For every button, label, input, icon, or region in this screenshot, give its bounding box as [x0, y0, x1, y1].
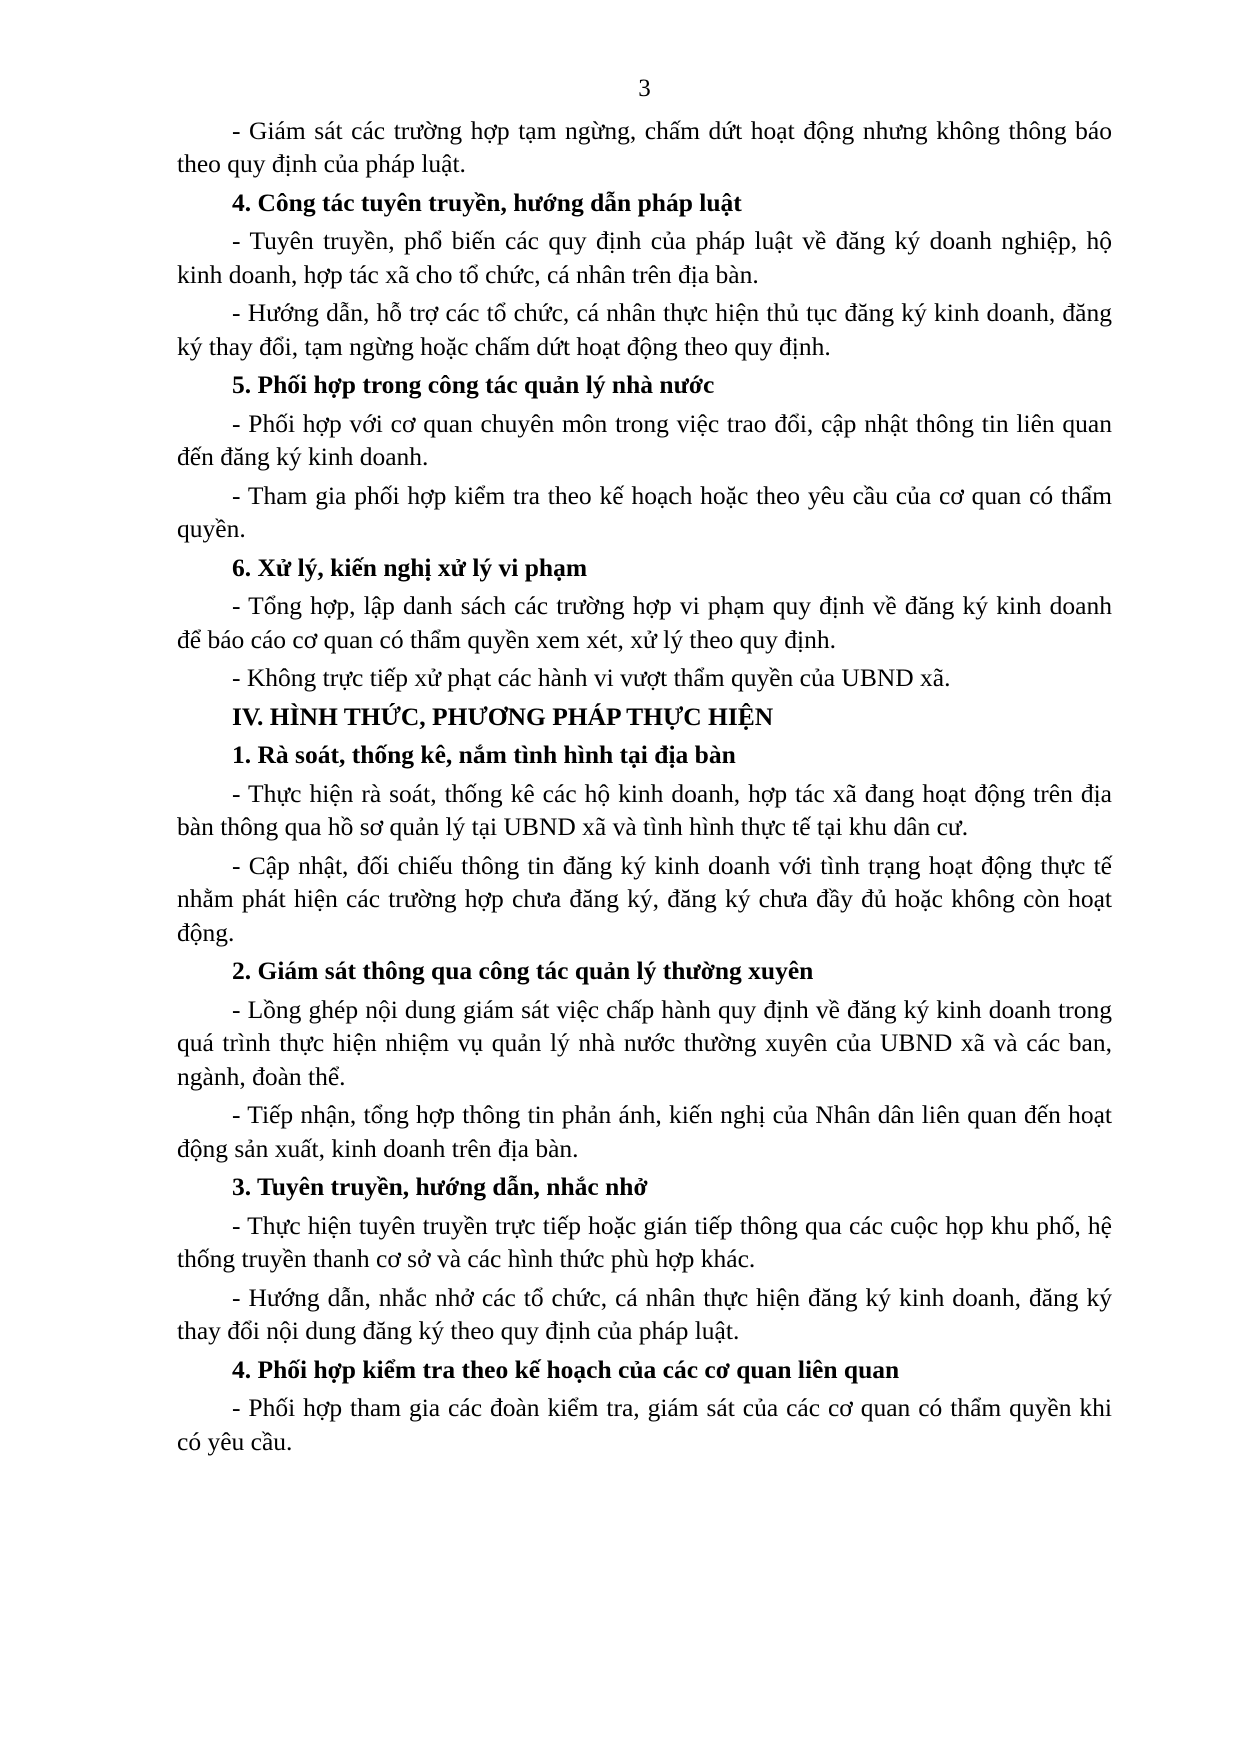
paragraph: - Thực hiện tuyên truyền trực tiếp hoặc gián tiếp thông qua các cuộc họp khu phố, hệ thống truyền thanh cơ sở và các hình thức phù hợp khác. [177, 1210, 1112, 1273]
section-heading: 5. Phối hợp trong công tác quản lý nhà nước [232, 370, 715, 399]
section-heading: 6. Xử lý, kiến nghị xử lý vi phạm [232, 552, 588, 582]
section-heading: 1. Rà soát, thống kê, nắm tình hình tại địa bàn [232, 740, 736, 769]
section-heading: 3. Tuyên truyền, hướng dẫn, nhắc nhở [232, 1172, 648, 1201]
paragraph: - Hướng dẫn, nhắc nhở các tổ chức, cá nhân thực hiện đăng ký kinh doanh, đăng ký thay đổi nội dung đăng ký theo quy định của pháp luật. [177, 1282, 1112, 1345]
paragraph: - Tham gia phối hợp kiểm tra theo kế hoạch hoặc theo yêu cầu của cơ quan có thẩm quyền. [177, 480, 1112, 543]
paragraph: - Giám sát các trường hợp tạm ngừng, chấm dứt hoạt động nhưng không thông báo theo quy định của pháp luật. [177, 115, 1112, 178]
paragraph: - Phối hợp với cơ quan chuyên môn trong việc trao đổi, cập nhật thông tin liên quan đến đăng ký kinh doanh. [177, 408, 1112, 471]
section-heading: 2. Giám sát thông qua công tác quản lý thường xuyên [232, 956, 814, 985]
document-page [177, 72, 1112, 1463]
paragraph: - Thực hiện rà soát, thống kê các hộ kinh doanh, hợp tác xã đang hoạt động trên địa bàn thông qua hồ sơ quản lý tại UBND xã và tình hình thực tế tại khu dân cư. [177, 778, 1112, 841]
paragraph: - Tuyên truyền, phổ biến các quy định của pháp luật về đăng ký doanh nghiệp, hộ kinh doanh, hợp tác xã cho tổ chức, cá nhân trên địa bàn. [177, 226, 1112, 289]
paragraph: - Hướng dẫn, hỗ trợ các tổ chức, cá nhân thực hiện thủ tục đăng ký kinh doanh, đăng ký thay đổi, tạm ngừng hoặc chấm dứt hoạt động theo quy định. [177, 298, 1112, 361]
section-heading: 4. Phối hợp kiểm tra theo kế hoạch của các cơ quan liên quan [232, 1354, 900, 1384]
chapter-heading: IV. HÌNH THỨC, PHƯƠNG PHÁP THỰC HIỆN [232, 701, 774, 731]
paragraph: - Tổng hợp, lập danh sách các trường hợp vi phạm quy định về đăng ký kinh doanh để báo cáo cơ quan có thẩm quyền xem xét, xử lý theo quy định. [177, 591, 1112, 654]
paragraph: - Tiếp nhận, tổng hợp thông tin phản ánh, kiến nghị của Nhân dân liên quan đến hoạt động sản xuất, kinh doanh trên địa bàn. [177, 1100, 1112, 1163]
paragraph: - Lồng ghép nội dung giám sát việc chấp hành quy định về đăng ký kinh doanh trong quá trình thực hiện nhiệm vụ quản lý nhà nước thường xuyên của UBND xã và các ban, ngành, đoàn thể. [177, 994, 1112, 1091]
section-heading: 4. Công tác tuyên truyền, hướng dẫn pháp luật [232, 187, 742, 217]
paragraph: - Phối hợp tham gia các đoàn kiểm tra, giám sát của các cơ quan có thẩm quyền khi có yêu cầu. [177, 1393, 1112, 1456]
page-number: 3 [638, 75, 651, 102]
paragraph: - Cập nhật, đối chiếu thông tin đăng ký kinh doanh với tình trạng hoạt động thực tế nhằm phát hiện các trường hợp chưa đăng ký, đăng ký chưa đầy đủ hoặc không còn hoạt động. [177, 850, 1112, 947]
paragraph: - Không trực tiếp xử phạt các hành vi vượt thẩm quyền của UBND xã. [232, 663, 951, 692]
